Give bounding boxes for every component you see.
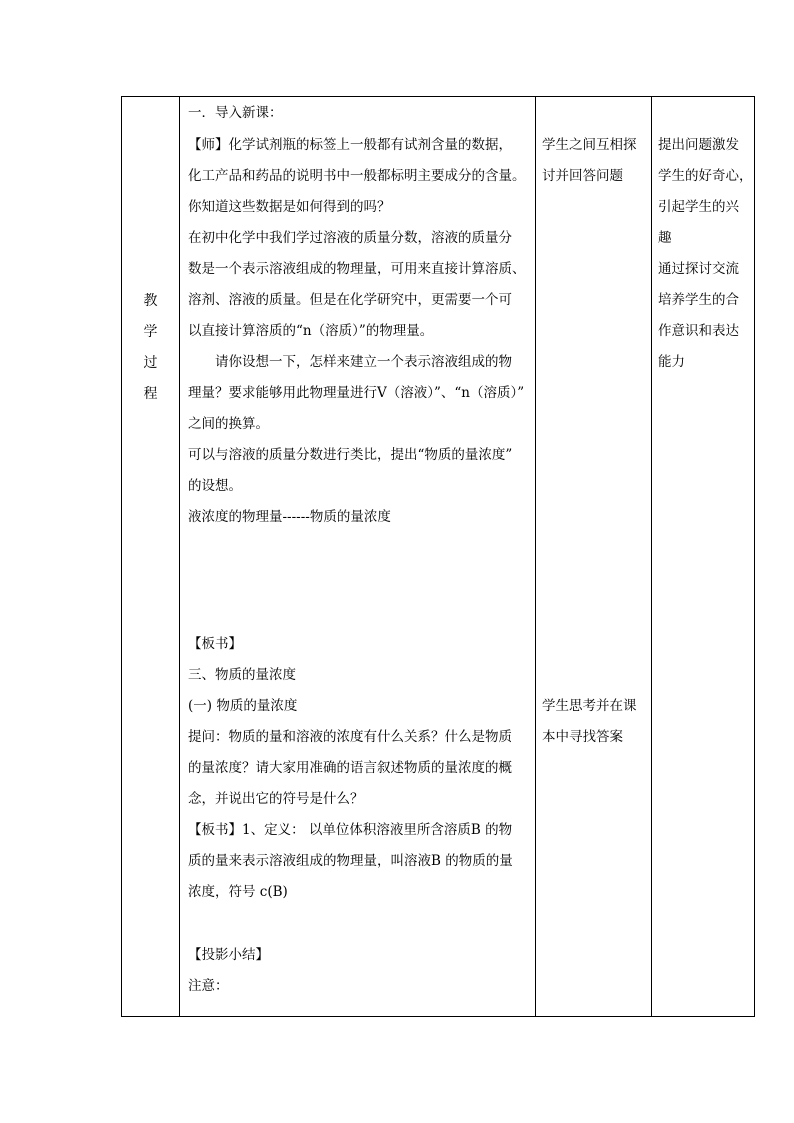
subsection-heading: 三、物质的量浓度 <box>188 667 296 683</box>
design-intent-line: 培养学生的合 <box>658 292 739 308</box>
section-label-char: 教 <box>143 293 158 309</box>
design-intent-line: 能力 <box>658 354 685 370</box>
content-line: 数是一个表示溶液组成的物理量，可用来直接计算溶质、 <box>188 261 526 277</box>
teaching-content-cell <box>180 97 535 1016</box>
section-label-cell <box>122 97 179 1016</box>
design-intent-cell <box>652 97 754 1016</box>
lesson-plan-table <box>121 96 755 1017</box>
definition-line: 【板书】1、定义： 以单位体积溶液里所含溶质B 的物 <box>188 822 513 838</box>
section-label-char: 程 <box>143 386 158 402</box>
content-line: 之间的换算。 <box>188 416 269 432</box>
section-heading: 一．导入新课： <box>188 105 283 121</box>
content-line: 溶剂、溶液的质量。但是在化学研究中，更需要一个可 <box>188 292 512 308</box>
content-line: 化工产品和药品的说明书中一般都标明主要成分的含量。 <box>188 168 526 184</box>
student-activity-line: 学生之间互相探 <box>542 137 637 153</box>
section-label-char: 学 <box>143 324 158 340</box>
content-line: 提问：物质的量和溶液的浓度有什么关系？什么是物质 <box>188 729 512 745</box>
content-line: 你知道这些数据是如何得到的吗？ <box>188 199 391 215</box>
content-line: 【师】化学试剂瓶的标签上一般都有试剂含量的数据， <box>188 137 512 153</box>
content-line: 理量？要求能够用此物理量进行V（溶液）”、“n（溶质）” <box>188 385 525 401</box>
student-activity-cell <box>536 97 651 1016</box>
content-line: 的量浓度？请大家用准确的语言叙述物质的量浓度的概 <box>188 760 512 776</box>
design-intent-line: 提出问题激发 <box>658 137 739 153</box>
student-activity-line: 讨并回答问题 <box>542 168 623 184</box>
design-intent-line: 趣 <box>658 230 672 246</box>
content-line: 请你设想一下，怎样来建立一个表示溶液组成的物 <box>215 354 512 370</box>
section-label-char: 过 <box>143 355 158 371</box>
design-intent-line: 作意识和表达 <box>658 323 739 339</box>
content-line: 可以与溶液的质量分数进行类比，提出“物质的量浓度” <box>188 447 513 463</box>
subsection-heading: (一) 物质的量浓度 <box>188 698 298 714</box>
projection-summary-label: 【投影小结】 <box>188 947 269 963</box>
design-intent-line: 学生的好奇心， <box>658 168 753 184</box>
content-line: 念，并说出它的符号是什么？ <box>188 791 364 807</box>
content-line: 的设想。 <box>188 478 242 494</box>
design-intent-line: 通过探讨交流 <box>658 261 739 277</box>
design-intent-line: 引起学生的兴 <box>658 199 739 215</box>
content-line: 注意： <box>188 978 229 994</box>
definition-line: 浓度，符号 c(B) <box>188 884 288 900</box>
board-note-label: 【板书】 <box>188 636 242 652</box>
student-activity-line: 学生思考并在课 <box>542 698 637 714</box>
content-line: 在初中化学中我们学过溶液的质量分数，溶液的质量分 <box>188 230 512 246</box>
student-activity-line: 本中寻找答案 <box>542 729 623 745</box>
content-line: 以直接计算溶质的“n（溶质）”的物理量。 <box>188 323 434 339</box>
content-line: 液浓度的物理量------物质的量浓度 <box>188 509 391 525</box>
definition-line: 质的量来表示溶液组成的物理量，叫溶液B 的物质的量 <box>188 853 513 869</box>
